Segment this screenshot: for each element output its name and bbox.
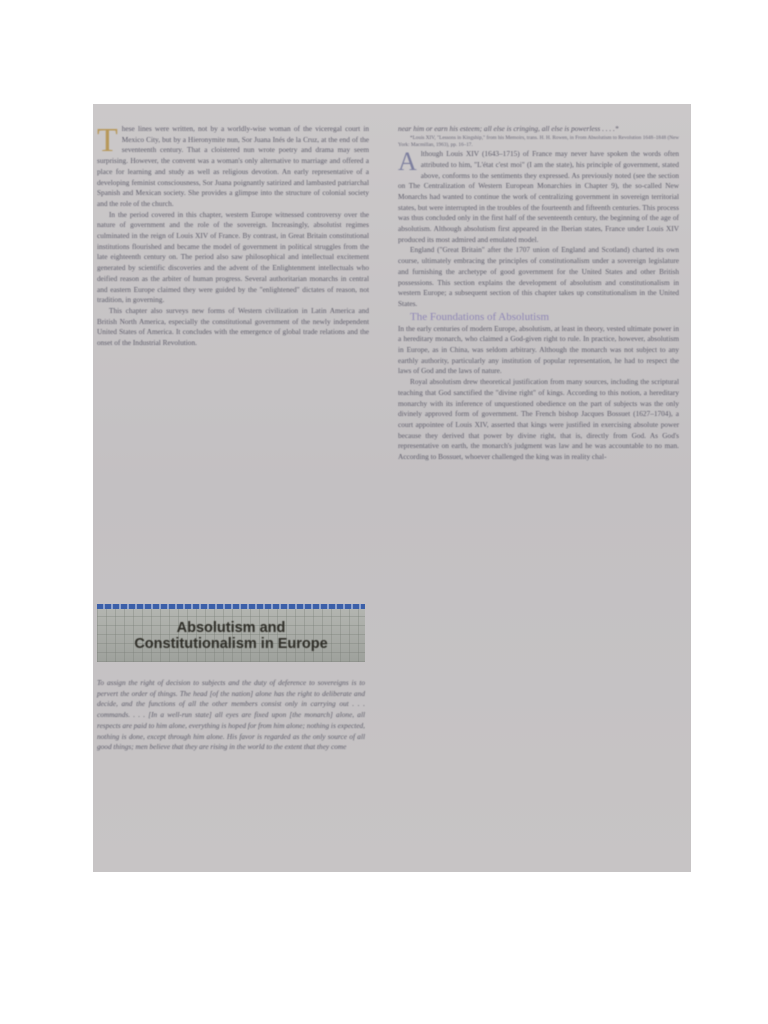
- body-paragraph: In the early centuries of modern Europe, absolutism, at least in theory, vested ultimate power in a hereditary monarch, who claimed a God-given right to rule. In practice, however, absolutism in Europe, as in China, was seldom arbitrary. Although the monarch was not subject to any earthly authority, particularly any institution of popular representation, he had to respect the laws of God and the laws of nature.: [398, 323, 679, 376]
- quote-continuation: near him or earn his esteem; all else is cringing, all else is powerless . . . .*: [398, 124, 619, 133]
- drop-cap: A: [398, 147, 417, 177]
- body-paragraph: Although Louis XIV (1643–1715) of France may never have spoken the words often attributed to him, "L'état c'est moi" (I am the state), his principle of government, stated above, conforms to the sentiments they expressed. As previously noted (see the section on The Centralization of Western European Monarchies in Chapter 9), the so-called New Monarchs had wanted to continue the work of centralizing government in sovereign territorial states, but were interrupted in the troubles of the fourteenth and fifteenth centuries. This process was thus concluded only in the first half of the seventeenth century, the beginning of the age of absolutism. Although absolutism first appeared in the Iberian states, France under Louis XIV produced its most admired and emulated model.: [398, 147, 679, 244]
- banner-stripe: [97, 604, 365, 609]
- chapter-title-line1: Absolutism and: [176, 620, 286, 636]
- chapter-title: [97, 620, 365, 652]
- right-column: [398, 124, 679, 463]
- section-heading: The Foundations of Absolutism: [410, 310, 550, 323]
- intro-paragraph: These lines were written, not by a worldly-wise woman of the viceregal court in Mexico City, but by a Hieronymite nun, Sor Juana Inés de la Cruz, at the end of the seventeenth century. That a cloistered nun wrote poetry and drama may seem surprising. However, the convent was a woman's only alternative to marriage and offered a place for learning and study as well as religious devotion. An early representative of a developing feminist consciousness, Sor Juana poignantly satirized and lambasted patriarchal Spanish and Mexican society. She provides a glimpse into the structure of colonial society and the role of the church.: [97, 122, 369, 208]
- drop-cap: T: [97, 122, 118, 159]
- body-paragraph: In the period covered in this chapter, western Europe witnessed controversy over the nature of government and the role of the sovereign. Increasingly, absolutist regimes culminated in the reign of Louis XIV of France. By contrast, in Great Britain constitutional institutions flourished and became the model of government in political struggles from the late eighteenth century on. The period also saw philosophical and intellectual excitement generated by scientific discoveries and the advent of the Enlightenment intellectuals who deified reason as the arbiter of human progress. Several authoritarian monarchs in central and eastern Europe claimed they were guided by the "enlightened" dictates of reason, not tradition, in governing.: [97, 209, 369, 305]
- body-paragraph: Royal absolutism drew theoretical justification from many sources, including the scriptural teaching that God sanctified the "divine right" of kings. According to this notion, a hereditary monarchy with its inference of unquestioned obedience on the part of subjects was the only divinely approved form of government. The French bishop Jacques Bossuet (1627–1704), a court appointee of Louis XIV, asserted that kings were justified in exercising absolute power because they derived that power by divine right, that is, directly from God. As God's representative on earth, the monarch's judgment was law and he was accountable to no man. According to Bossuet, whoever challenged the king was in reality chal-: [398, 377, 679, 462]
- chapter-title-line2: Constitutionalism in Europe: [134, 636, 328, 652]
- source-footnote: *Louis XIV, "Lessons in Kingship," from his Memoirs, trans. H. H. Rowen, in From Absolutism to Revolution 1648–1848 (New York: Macmillan, 1963), pp. 16–17.: [398, 134, 679, 148]
- body-paragraph: This chapter also surveys new forms of Western civilization in Latin America and British North America, especially the constitutional government of the newly independent United States of America. It concludes with the emergence of global trade relations and the onset of the Industrial Revolution.: [97, 305, 369, 348]
- body-paragraph: England ("Great Britain" after the 1707 union of England and Scotland) charted its own course, ultimately embracing the principles of constitutionalism under a sovereign legislature and furnishing the archetype of good government for the United States and other British possessions. This section explains the development of absolutism and constitutionalism in western Europe; a subsequent section of this chapter takes up constitutionalism in the United States.: [398, 245, 679, 308]
- left-column: [97, 124, 369, 349]
- opening-quote: To assign the right of decision to subjects and the duty of deference to sovereigns is to pervert the order of things. The head [of the nation] alone has the right to deliberate and decide, and the functions of all the other members consist only in carrying out . . . commands. . . . [In a well-run state] all eyes are fixed upon [the monarch] alone, all respects are paid to him alone, everything is hoped for from him alone; nothing is expected, nothing is done, except through him alone. His favor is regarded as the only source of all good things; men believe that they are rising in the world to the extent that they come: [97, 678, 365, 752]
- chapter-banner: [97, 604, 365, 662]
- book-page: [93, 104, 691, 872]
